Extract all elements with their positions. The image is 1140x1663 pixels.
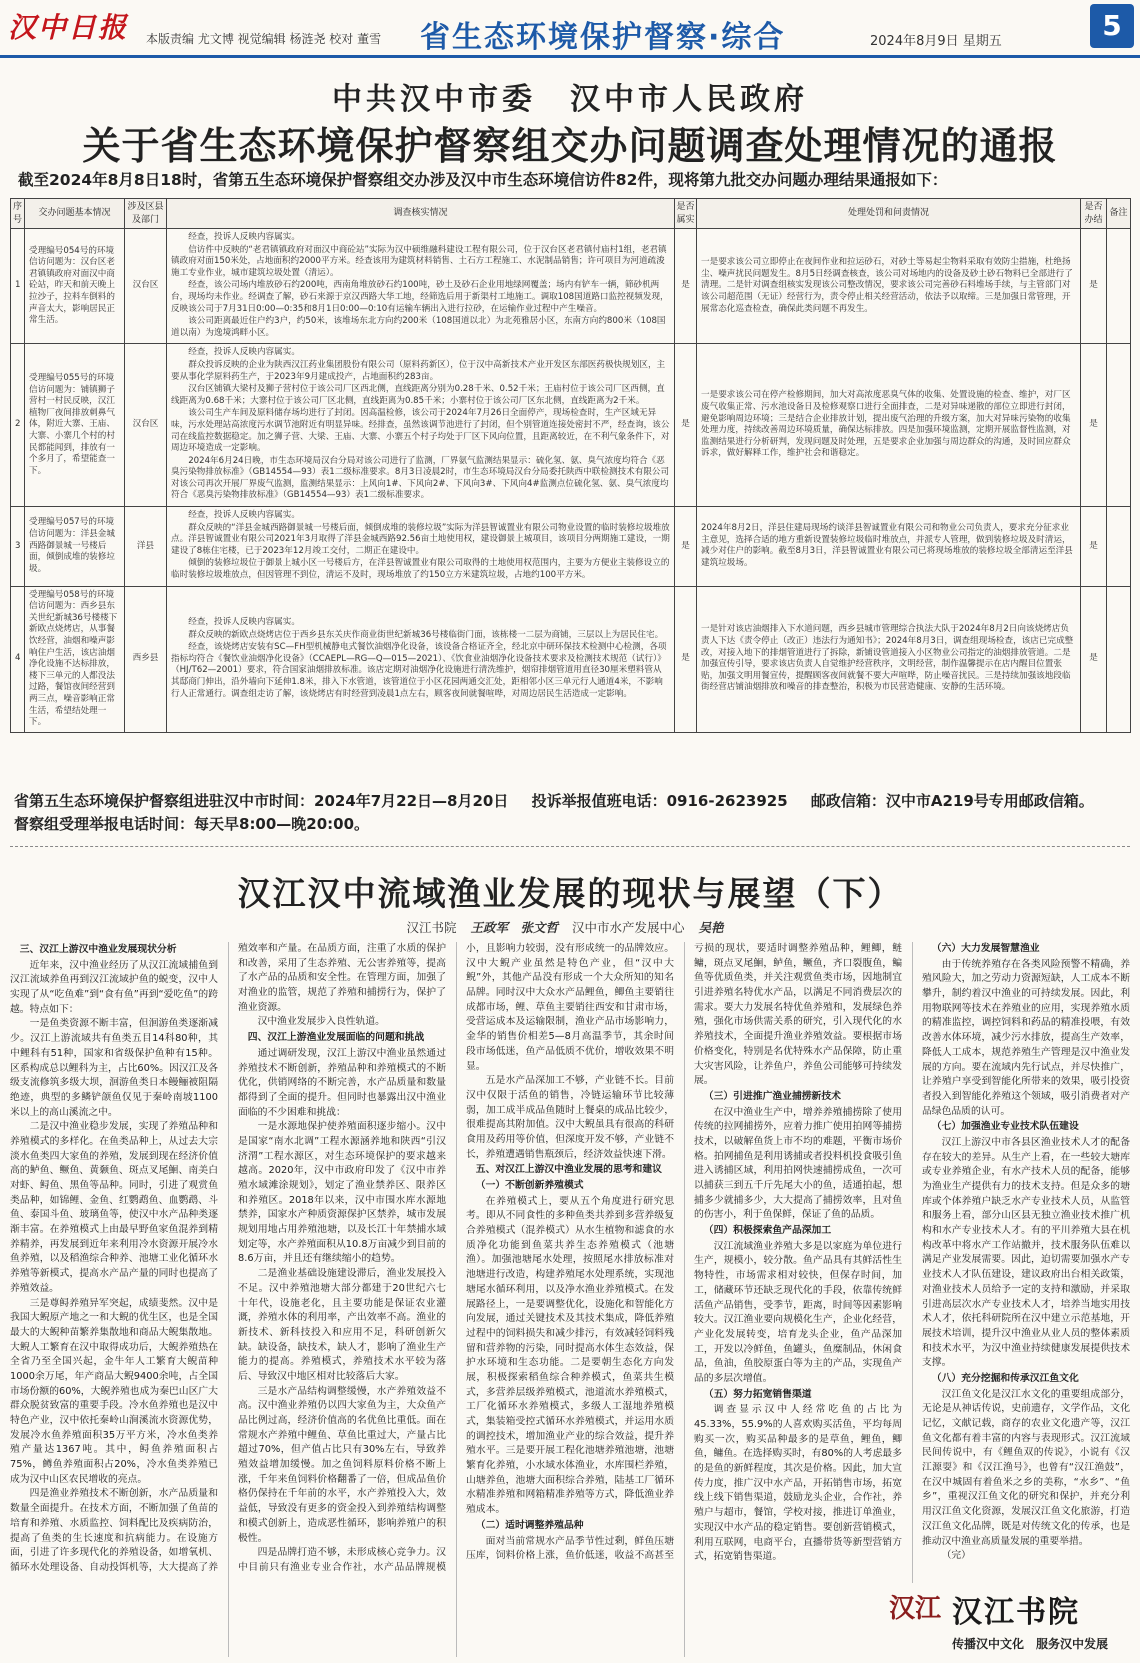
article-byline (0, 918, 1140, 936)
investigation-paragraph: 经查，投诉人反映内容属实。 (188, 232, 300, 242)
byline-org-2: 汉中市水产发展中心 (571, 920, 685, 935)
cell-handling: 一是要求该公司立即停止在夜间作业和拉运砂石，对砂土等易起尘物料采取有效防尘措施，杜绝扬尘、噪声扰民问题发生。8月5日经调查核查，该公司对场地内的设备及砂土砂石物料已全部进行了清理。二是针对调查组核实发现该公司整改情况，要求该公司完善砂石料堆场手续，与主管部门对该公司超范围（无证）经营行为，责令停止相关经营活动，依法予以取缔。三是加强日常管理，开展常态化巡查检查，确保此类问题不再发生。 (697, 229, 1081, 344)
table-header-cell: 备注 (1107, 199, 1131, 229)
article-subheading: （五）努力拓宽销售渠道 (703, 1388, 812, 1400)
publication-date: 2024年8月9日 星期五 (870, 34, 1002, 49)
brand-slogan: 传播汉中文化 服务汉中发展 (952, 1637, 1109, 1651)
investigation-paragraph: 经查，投诉人反映内容属实。 (188, 617, 300, 628)
section-divider (10, 846, 1130, 847)
cell-no: 4 (11, 586, 25, 732)
article-paragraph: 三是水产品结构调整缓慢，水产养殖效益不高。汉中渔业养殖仍以四大家鱼为主，大众鱼产品比例过高，经济价值高的名优鱼比重低。面在常规水产养殖中鲤鱼、草鱼比重过大，产量占比超过70%，但产值占比只有30%左右，导致养殖效益增加缓慢。加之鱼饲料原料价格不断上涨，千年来鱼饲料价格翻番了一倍，但成品鱼价格仍保持在千年前的水平，水产养殖投入大，效益低，导致没有更多的资金投入到养殖结构调整和模式创新上，造成恶性循环，影响养殖户的积极性。 (238, 1385, 446, 1544)
investigation-paragraph: 倾倒的装修垃圾位于御景上城小区一号楼后方，在洋县智诚置业有限公司取得的土地使用权范围内，主要为方便业主装修设立的临时装修垃圾堆放点，但因管理不到位，清运不及时，现场堆放了约150立方米建筑垃圾，占地约100平方米。 (171, 558, 670, 581)
cell-investigation (167, 586, 675, 732)
article-paragraph: 由于传统养殖存在各类风险预警不精确，养殖风险大，加之劳动力资源短缺，人工成本不断攀升，制约着汉中渔业的可持续发展。因此，利用物联网等技术在养殖业的应用，实现养殖水质的精准监控，调控饲料和药品的精准投喂，有效改善水体环境，减少污水排放，提高生产效率，降低人工成本，规范养殖生产管理是汉中渔业发展的方向。要在流域内先行试点，并尽快推广，让养殖户享受到智能化所带来的效果，吸引投资者投入到智能化养殖这个领域，吸引消费者对产品绿色品质的认可。 (922, 958, 1130, 1117)
article-paragraph: 汉江流域渔业养殖大多是以家庭为单位进行生产，规模小，较分散。鱼产品具有其鲜活性生物特性，市场需求相对较快，但保存时间，加工，储藏环节还缺乏现代化的手段，依靠传统鲜活鱼产品销售，受季节，距离，时间等因素影响较大。汉江渔业要向规模化生产，企业化经营，产业化发展转变，培育龙头企业，鱼产品深加工，开发以冷鲜鱼，鱼罐头，鱼糜制品，休闲食品，鱼油，鱼胶原蛋白等为主的产品，实现鱼产品的多层次增值。 (694, 1240, 902, 1384)
investigation-paragraph: 经查，投诉人反映内容属实。 (188, 510, 300, 521)
column-brand (880, 1583, 1130, 1659)
cell-closed: 是 (1081, 586, 1107, 732)
cell-dept: 西乡县 (125, 586, 167, 732)
newspaper-logo: 汉中日报 (8, 11, 129, 44)
cell-verified: 是 (675, 507, 697, 587)
investigation-paragraph: 经查，投诉人反映内容属实。 (188, 347, 300, 358)
article-paragraph: 汉江鱼文化是汉江水文化的重要组成部分，无论是从神话传说，史前遗存，文学作品，文化记忆，文献记载，商存的农业文化遗产等，汉江鱼文化都有着丰富的内容与表现形式。汉江流域民间传说中，有《鲤鱼双的传说》，小说有《汉江源耍》和《汉江渔号》，也曾有“汉江渔鼓”，在汉中城固有着鱼米之乡的美称，“水乡”、“鱼乡”，重视汉江鱼文化的研究和保护，并充分利用汉江鱼文化资源，发展汉江鱼文化旅游，打造汉江鱼文化品牌，既是对传统文化的传承，也是推动汉中渔业高质量发展的重要举措。 (922, 1388, 1130, 1547)
cell-issue: 受理编号055号的环境信访问题为：铺镇狮子营村一村民反映，汉江植物厂夜间排放刺鼻气体，附近大寨、王庙、大寨、小寨几个村的村民都能闻到，排放有一个多月了，希望能查一下。 (25, 344, 125, 507)
cell-verified: 是 (675, 586, 697, 732)
investigation-paragraph: 群众投诉反映的企业为陕西汉江药业集团股份有限公司（原料药新区），位于汉中高新技术产业开发区东部医药极快规划区，主要从事化学原料药生产，于2023年9月建成投产，占地面积约283亩。 (171, 359, 666, 382)
article-paragraph: （完） (941, 1550, 971, 1562)
cell-dept: 汉台区 (125, 229, 167, 344)
article-subheading: （二）适时调整养殖品种 (475, 1519, 584, 1531)
notice-lead: 截至2024年8月8日18时，省第五生态环境保护督察组交办涉及汉中市生态环境信访件82件，现将第九批交办问题办理结果通报如下： (18, 171, 948, 189)
table-header-cell: 交办问题基本情况 (25, 199, 125, 229)
brand-seal: 汉江 (888, 1594, 941, 1624)
table-header-cell: 序号 (11, 199, 25, 229)
masthead (0, 0, 1140, 58)
cell-no: 2 (11, 344, 25, 507)
article-subheading: （八）充分挖掘和传承汉江鱼文化 (931, 1372, 1079, 1384)
article-paragraph: 二是汉中渔业稳步发展，实现了养殖品种和养殖模式的多样化。在鱼类品种上，从过去大宗淡水鱼类四大家鱼的养殖，发展到现在经济价值高的鲈鱼、鳜鱼、黄颡鱼、斑点叉尾鮰、南美白对虾、鲟鱼、黑鱼等品种。同时，引进了观赏鱼类品种，如锦鲤、金鱼、红鹦鹉鱼、血鹦鹉、斗鱼、泰国斗鱼、玻璃鱼等，使汉中水产品种类逐渐丰富。在养殖模式上由最早野鱼家鱼混养到精养精养，再发展到近年来利用冷水资源开展冷水鱼养殖，以及稻渔综合种养、池塘工业化循环水养殖等新模式，提高水产品产量的同时也提高了养殖效益。 (10, 1121, 218, 1294)
cell-dept: 洋县 (125, 507, 167, 587)
investigation-paragraph: 经查，该公司场内堆放砂石约200吨，西南角堆放砂石约100吨，砂土及砂石企业用地绿网覆盖；场内有铲车一辆，筛砂机两台，现场均未作业。经调查了解，砂石来源于京汉西路大华工地，经筛选后用于新渠村工地施工。调取108国道路口监控视频发现，反映该公司于7月31日0:00—0:35和8月1日0:00—0:10有运输车辆出入进行拉砂，在运输作业过程中产生噪音。 (171, 280, 669, 314)
investigation-paragraph: 2024年6月24日晚，市生态环境局汉台分局对该公司进行了监测，厂界氨气监测结果显示：硫化氢、氨、臭气浓度均符合《恶臭污染物排放标准》（GB14554—93）表1二级标准要求。8月3日凌晨2时，市生态环境局汉台分局委托陕西中联检测技术有限公司对该公司再次开展厂界废气监测，监测结果显示：上风向1#、下风向2#、下风向3#、下风向4#监测点位硫化氢、氨、臭气浓度均符合《恶臭污染物排放标准》（GB14554—93）表1二级标准要求。 (171, 455, 670, 501)
article-subheading: （一）不断创新养殖模式 (475, 1180, 584, 1191)
article-subheading: （四）积极探索鱼产品深加工 (703, 1225, 832, 1237)
cell-issue: 受理编号057号的环境信访问题为：洋县金城西路御景城一号楼后面，倾倒成堆的装修垃圾。 (25, 507, 125, 587)
table-header-row (11, 199, 1131, 229)
article-paragraph: 面对当前常规水产品季节性过剩，鲜鱼压塘压库，饲料价格上涨，鱼价低迷，收益不高甚至亏损的现状，要适时调整养殖品种，鲤鲫，鲢鳙，斑点叉尾鮰，鲈鱼，鳜鱼，齐口裂腹鱼，鳊鱼等优质鱼类，并关注观赏鱼类市场，因地制宜引进养殖名特优水产品，以满足不同消费层次的需求。要大力发展名特优鱼养殖和，发展绿色养殖，强化市场供需关系的研究，引入现代化的水养殖技术，全面提升渔业养殖效益。要根据市场价格变化，特别是名优特殊水产品保障，防止重大灾害风险，让养鱼户，养鱼公司能够可持续发展。 (466, 943, 902, 1562)
investigation-paragraph: 群众反映的“洋县金城西路御景城一号楼后面，倾倒成堆的装修垃圾”实际为洋县智诚置业有限公司物业设置的临时装修垃圾堆放点。洋县智诚置业有限公司2021年3月取得了洋县金城西路92.56亩土地使用权，建设御景上城项目，该项目分两期施工建设，一期建设了8栋住宅楼，已于2023年12月竣工交付，二期正在建设中。 (171, 522, 670, 556)
byline-org-1: 汉江书院 (406, 920, 457, 935)
cell-verified: 是 (675, 344, 697, 507)
table-row (11, 344, 1131, 507)
article-subheading: 五、对汉江上游汉中渔业发展的思考和建议 (475, 1164, 662, 1176)
cell-investigation (167, 507, 675, 587)
brand-name: 汉江书院 (952, 1595, 1080, 1630)
article-subheading: 四、汉江上游渔业发展面临的问题和挑战 (247, 1032, 425, 1044)
cell-closed: 是 (1081, 229, 1107, 344)
cell-issue: 受理编号058号的环境信访问题为：西乡县东关世纪新城36号楼楼下新欧点烧烤店，从事餐饮经营，油烟和噪声影响住户生活，该店油烟净化设施不达标排放，楼下三单元的人都没法过路，餐馆夜间经营到两三点，噪音影响正常生活，希望结处理一下。 (25, 586, 125, 732)
article-subheading: （三）引进推广渔业捕捞新技术 (703, 1090, 841, 1102)
article-title: 汉江汉中流域渔业发展的现状与展望（下） (237, 874, 903, 913)
article-paragraph: 一是鱼类资源不断丰富，但洄游鱼类逐渐减少。汉江上游流域共有鱼类五目14科80种，其中鲤科有51种，国家和省级保护鱼种有15种。区系构成总以鲤科为主，占比60%。因汉江及各级支流修筑多级大坝，洄游鱼类日本鳗鲡被阻隔绝迹，典型的多鳞铲颌鱼仅见于秦岭南坡1100米以上的高山溪流之中。 (10, 1018, 218, 1118)
page-number: 5 (1090, 4, 1134, 48)
hotline-hours: 督察组受理举报电话时间：每天早8:00—晚20:00。 (14, 815, 370, 833)
table-row (11, 229, 1131, 344)
investigation-paragraph: 信访件中反映的“老君镇镇政府对面汉中商砼站”实际为汉中硕维融科建设工程有限公司，位于汉台区老君镇付庙村1组，老君镇镇政府对面150米处，占地面积约2000平方米。经查该用为建筑材料销售、土石方工程施工、水泥制品销售；许可项目为河道疏浚施工专业作业，城市建筑垃圾处置（清运）。 (171, 244, 667, 278)
article-paragraph: 四是渔业养殖技术不断创新，水产品质量和数量全面提升。在技术方面，不断加强了鱼苗的培育和养殖、水质监控、饲料配比及疾病防治，提高了鱼类的生长速度和抗病能力。在设施方面，引进了许多现代化的养殖设备，如增氧机、循环水处理设备、自动投饵机等，大大提高了养殖效率和产量。在品质方面，注重了水质的保护和改善，采用了生态养殖、无公害养殖等，提高了水产品的品质和安全性。在管理方面，加强了对渔业的监管，规范了养殖和捕捞行为，保护了渔业资源。 (10, 943, 446, 1573)
table-header-cell: 涉及区县及部门 (125, 199, 167, 229)
cell-verified: 是 (675, 229, 697, 344)
article-paragraph: 在养殖模式上，要从五个角度进行研究思考。即从不同食性的多种鱼类共养到多营养级复合养殖模式（混养模式）从水生植物和滤食的水质净化功能到鱼菜共养生态养殖模式（池塘渔）。加强池塘尾水处理，按照尾水排放标准对池塘进行改造，构建养殖尾水处理系统，实现池塘尾水循环利用，以及净水渔业养殖模式。在发展路径上，一是要调整优化，设施化和智能化方向发展，通过关键技术及其技术集成，降低养殖过程中的饲料损失和减少排污，有效减轻饲料残留和营养物的污染，同时提高水体生态效益，保护水环境和生态功能。二是要朝生态化方向发展，积极探索稻鱼综合种养模式，鱼菜共生模式，多营养层级养殖模式，池道流水养殖模式，工厂化循环水养殖模式，多级人工湿地养殖模式，集装箱受控式循环水养殖模式，并运用水质的调控技术，增加渔业产业的综合效益，提升养殖水平。三是要开展工程化池塘养殖池塘，池塘繁育化养殖，小水域水体渔业，水库围栏养殖，山塘养鱼，池塘大面积综合养殖，陆基工厂循环水精准养殖和网箱精准养殖等方式，降低渔业养殖成本。 (466, 1195, 674, 1516)
cell-note (1107, 507, 1131, 587)
cell-handling: 一是针对该店油烟排入下水道问题，西乡县城市管理综合执法大队于2024年8月2日向该烧烤店负责人下达《责令停止（改正）违法行为通知书》；2024年8月3日，调查组现场检查，该店已完成整改，对接入地下的排烟管道进行了拆除，新铺设管道接入小区物业公司指定的油烟排放管道。二是加强宣传引导，要求该店负责人自觉维护经营秩序，文明经营，制作温馨提示在店内醒目位置张贴，加强文明用餐宣传，提醒顾客夜间就餐不要大声喧哗，防止噪音扰民。三是持续加强该地段临街经营店铺油烟排放和噪音的排查整治，积极为市民营造健康、安静的生活环境。 (697, 586, 1081, 732)
cell-dept: 汉台区 (125, 344, 167, 507)
notice-headline: 关于省生态环境保护督察组交办问题调查处理情况的通报 (82, 124, 1058, 168)
article-subheading: （六）大力发展智慧渔业 (931, 943, 1040, 954)
cell-closed: 是 (1081, 507, 1107, 587)
table-row (11, 507, 1131, 587)
cell-note (1107, 344, 1131, 507)
byline-authors-2: 吴艳 (698, 920, 724, 935)
byline-authors-1: 王政军 张文哲 (470, 920, 558, 935)
notice-issuer: 中共汉中市委 汉中市人民政府 (332, 82, 808, 117)
cell-note (1107, 229, 1131, 344)
section-title: 省生态环境保护督察·综合 (420, 20, 786, 55)
article-paragraph: 五是水产品深加工不够，产业链不长。目前汉中仅限于活鱼的销售，冷链运输环节比较薄弱，加工成半成品鱼随时上餐桌的成品比较少，很难提高其附加值。汉中大鲵虽具有很高的科研食用及药用等价值，但深度开发不够，产业链不长，养殖遭遇销售瓶颈后，经济效益快速下滑。 (466, 1075, 674, 1160)
article-subheading: 三、汉江上游汉中渔业发展现状分析 (19, 944, 177, 955)
cell-handling: 2024年8月2日，洋县住建局现场约谈洋县智诚置业有限公司和物业公司负责人，要求充分征求业主意见，选择合适的地方重新设置装修垃圾临时堆放点，并派专人管理，做到装修垃圾及时清运，减少对住户的影响。截至8月3日，洋县智诚置业有限公司已将现场堆放的装修垃圾全部清运至洋县建筑垃圾场。 (697, 507, 1081, 587)
table-header-cell: 调查核实情况 (167, 199, 675, 229)
supervision-period: 省第五生态环境保护督察组进驻汉中市时间：2024年7月22日—8月20日 (14, 792, 509, 810)
hotline: 投诉举报值班电话：0916-2623925 (531, 792, 788, 810)
cell-handling: 一是要求该公司在停产检修期间，加大对高浓度恶臭气体的收集、处置设施的检查、维护，对厂区废气收集正常、污水池设备日及检修观察口进行全面排查，二是对异味递散的部位立即进行封闭，避免影响周边环境；三是结合企业排放计划，提出废气治理的升级方案，加大对异味污染物的收集处理力度，持续改善周边环境质量，确保达标排放。四是加强环境监测，定期开展监督性监测，对监测结果进行分析研判，发现问题及时处理，五是要求企业加强与周边群众的沟通，及时回应群众诉求，做好解释工作，维护社会和谐稳定。 (697, 344, 1081, 507)
cell-issue: 受理编号054号的环境信访问题为：汉台区老君镇镇政府对面汉中商砼站，昨天和前天晚上拉沙子，拉料车倒料的声音太大，影响居民正常生活。 (25, 229, 125, 344)
cell-no: 3 (11, 507, 25, 587)
cell-closed: 是 (1081, 344, 1107, 507)
supervision-info (14, 790, 1124, 836)
investigation-paragraph: 群众反映的新欧点烧烤店位于西乡县东关庆作商业街世纪新城36号楼临街门面，该栋楼一二层为商铺，三层以上为居民住宅。 (188, 629, 664, 640)
article-paragraph: 调查显示汉中人经常吃鱼的占比为45.33%，55.9%的人喜欢购买活鱼，平均每周购买一次，购买品种最多的是草鱼，鲤鱼，鲫鱼，鳙鱼。在选择购买时，有80%的人考虑最多的是鱼的新鲜程度，其次是价格。因此，加大宣传力度，推广汉中水产品，开拓销售市场，拓宽线上线下销售渠道，鼓励龙头企业，合作社，养殖户与超市，餐馆，学校对接，推进订单渔业，实现汉中水产品的稳定销售。要创新营销模式，利用互联网，电商平台，直播带货等新型营销方式，拓宽销售渠道。 (694, 1404, 902, 1563)
editor-credits: 本版责编 尤文博 视觉编辑 杨涟尧 校对 董雪 (146, 32, 382, 46)
investigation-paragraph: 汉台区铺镇大梁村及狮子营村位于该公司厂区西北侧，直线距离分别为0.28千米、0.52千米；王庙村位于该公司厂区西侧，直线距离为0.68千米；大寨村位于该公司厂区北侧，直线距离为0.85千米；小寨村位于该公司厂区东北侧，直线距离为2千米。 (171, 384, 665, 406)
article-paragraph: 汉中渔业发展步入良性轨道。 (257, 1016, 385, 1028)
article-paragraph: 二是渔业基础设施建设滞后，渔业发展投入不足。汉中养殖池塘大部分都建于20世纪六七十年代，设施老化，且主要功能是保证农业灌溉，养殖水体的利用率，产出效率不高。渔业的新技术、新科技投入和应用不足，科研创新欠缺。缺设备，缺技术，缺人才，影响了渔业生产能力的提高。养殖模式，养殖技术水平较为落后、导致汉中地区相对比较落后大家。 (238, 1268, 446, 1382)
table-row (11, 586, 1131, 732)
report-table (10, 198, 1131, 733)
article-paragraph: 汉江上游汉中市各县区渔业技术人才的配备存在较大的差异。从生产上看，在一些较大塘库或专业养殖企业，有水产技术人员的配备，能够为渔业生产提供有力的技术支持。但是众多的塘库或个体养殖户缺乏水产专业技术人员，从监管和服务上看，部分山区县无独立渔业技术推广机构和水产专业技术人才。有的平川养殖大县在机构改革中将水产工作站撤并，技术服务队伍难以满足产业发展需要。因此，迫切需要加强水产专业技术人才队伍建设，建议政府出台相关政策，对渔业技术人员给予一定的支持和激励，并采取引进高层次水产专业技术人才，培养当地实用技术人才，依托科研院所在汉中建立示范基地，开展技术培训，提升汉中渔业从业人员的整体素质和技术水平，为汉中渔业持续健康发展提供技术支撑。 (922, 1136, 1130, 1369)
article-paragraph: 三是尊鲟养殖异军突起，成绩斐然。汉中是我国大鲵原产地之一和大鲵的优生区，也是全国最大的大鲵种苗繁养集散地和商品大鲵集散地。大鲵人工繁育在汉中取得成功后，大鲵养殖热在全省乃至全国兴起，金牛年人工繁育大鲵苗种1000余万尾，年产商品大鲵9400余吨，占全国市场份额的60%，大鲵养殖也成为秦巴山区广大群众脱贫致富的重要手段。冷水鱼养殖也是汉中特色产业，汉中依托秦岭山涧溪流水资源优势，发展冷水鱼养殖面积35万平方米，冷水鱼类养殖产量达1367吨。其中，鲟鱼养殖面积占75%，鳟鱼养殖面积占20%，冷水鱼类养殖已成为汉中山区农民增收的亮点。 (10, 1297, 218, 1485)
investigation-paragraph: 该公司距离最近住户约3户，约50米，该堆场东北方向约200米（108国道以北）为北苑雅居小区，东南方向约800米（108国道以南）为逸境鸿畔小区。 (171, 316, 666, 338)
cell-no: 1 (11, 229, 25, 344)
cell-investigation (167, 344, 675, 507)
article-paragraph: 通过调研发现，汉江上游汉中渔业虽然通过养殖技术不断创新，养殖品种和养殖模式的不断优化，供销网络的不断完善，水产品质量和数量都得到了全面的提升。但同时也暴露出汉中渔业面临的不少困难和挑战： (238, 1047, 446, 1118)
article-subheading: （七）加强渔业专业技术队伍建设 (931, 1121, 1079, 1133)
article-body (10, 942, 1130, 1657)
article-paragraph: 四是品牌打造不够，未形成核心竞争力。汉中目前只有渔业专业合作社，水产品品牌规模小，且影响力较弱，没有形成统一的品牌效应。汉中大鲵产业虽然是特色产业，但“汉中大鲵”外，其他产品没有形成一个大众所知的知名品牌。同时汉中大众水产品鲤鱼，鲫鱼主要销往成都市场，鲤、草鱼主要销往西安和甘肃市场，受营运成本及运输限制，渔业产品市场影响力，金华的销售价相差5—8月高温季节，其余时间段市场低迷，鱼产品低质不优价，增收效果不明显。 (238, 943, 674, 1573)
table-header-cell: 是否办结 (1081, 199, 1107, 229)
mailbox: 邮政信箱：汉中市A219号专用邮政信箱。 (810, 792, 1094, 810)
investigation-paragraph: 该公司生产车间及原料储存场均进行了封闭。因高温检修，该公司于2024年7月26日全面停产，现场检查时，生产区域无异味，污水处理站高浓度污水调节池附近有明显异味。经排查，虽然该调节池进行了封闭，但个别管道连接处密封不严，经查询，该公司在线监控数据稳定。加之狮子营、大梁、王庙、大寨、小寨五个村子均处于厂区下风向位置，且距离较近，在不利气象条件下，对周边环境造成一定影响。 (171, 408, 670, 454)
table-header-cell: 是否属实 (675, 199, 697, 229)
article-paragraph: 近年来，汉中渔业经历了从汉江流域捕鱼到汉江流域养鱼再到汉江流域护鱼的蜕变，汉中人实现了从“吃鱼难”到“食有鱼”再到“爱吃鱼”的跨越。特点如下： (10, 959, 218, 1015)
cell-note (1107, 586, 1131, 732)
article-paragraph: 一是水源地保护使养殖面积逐步缩小。汉中是国家“南水北调”工程水源涵养地和陕西“引汉济渭”工程水源区，对生态环境保护的要求越来越高。2020年，汉中市政府印发了《汉中市养殖水域滩涂规划》，划定了渔业禁养区、限养区和养殖区。2018年以来，汉中市围水库水源地禁养，国家水产种质资源保护区禁养，城市发展规划用地占用养殖池塘，以及长江十年禁捕水域划定等，水产养殖面积从10.8万亩减少到目前的8.6万亩，并且还有继续缩小的趋势。 (238, 1121, 446, 1265)
table-header-cell: 处理处罚和问责情况 (697, 199, 1081, 229)
investigation-paragraph: 经查，该烧烤店安装有SC—FH型机械静电式餐饮油烟净化设备，该设备合格证齐全，经北京中研环保技术检测中心检测，各项指标均符合《餐饮业油烟净化设备》（CCAEPL—RG—Q—015—2021）、《饮食业油烟净化设备技术要求及检测技术规范（试行）》（HJ/T62—2001）要求，符合国家油烟排放标准。该店定期对油烟净化设施进行清洗维护，烟帘排烟管道用直径30厘米塑料管从其邸商门伸出，沿外墙向下延伸1.8米，排入下水管道，该管道位于小区花园两通交汇处，距相邻小区三单元行人通道4米，不影响行人正常通行。调查组走访了解，该烧烤店有时经营到凌晨1点左右，顾客夜间就餐喧哗，对周边居民生活造成一定影响。 (171, 642, 667, 699)
cell-investigation (167, 229, 675, 344)
article-paragraph: 在汉中渔业生产中，增养养殖捕捞除了使用传统的拉网捕捞外，应着力推广使用拍网等捕捞技术，以破解鱼货上市不均的难题，平衡市场价格。拍网捕鱼是利用诱捕或者投料机投食吸引鱼进入诱捕区域，利用拍网快速捕捞成鱼，一次可以捕获三到五千斤先尾大小的鱼，适通拍起，想捕多少就捕多少，大大提高了捕捞效率，且对鱼的伤害小，利于鱼保鲜，保证了鱼的品质。 (694, 1106, 902, 1221)
